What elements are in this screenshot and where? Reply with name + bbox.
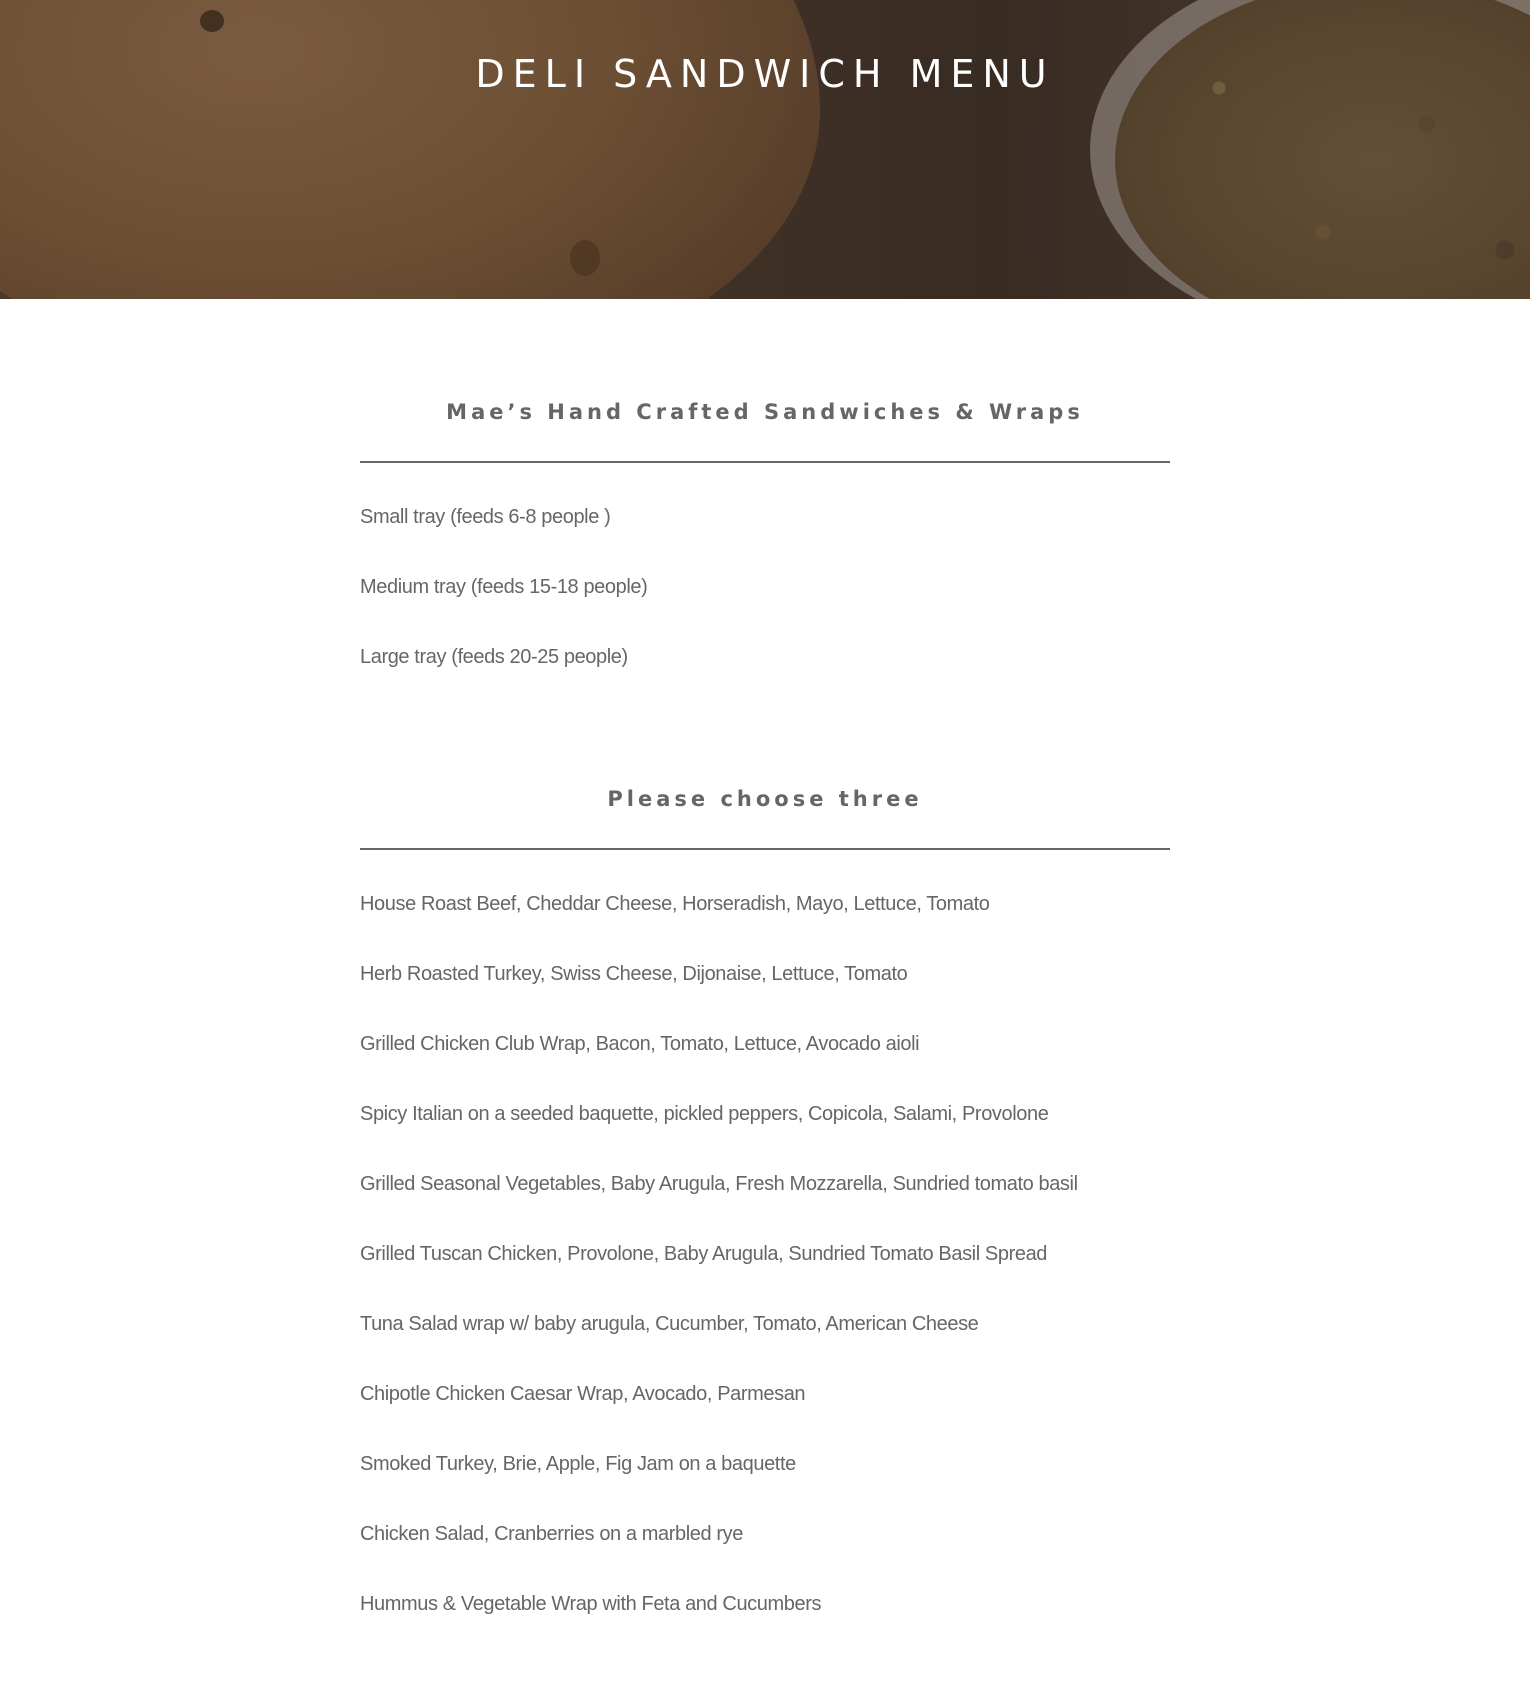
list-item: Small tray (feeds 6-8 people ) <box>360 506 611 528</box>
list-item: Chicken Salad, Cranberries on a marbled rye <box>360 1523 743 1545</box>
list-item: Spicy Italian on a seeded baquette, pickled peppers, Copicola, Salami, Provolone <box>360 1103 1049 1125</box>
list-item: Chipotle Chicken Caesar Wrap, Avocado, Parmesan <box>360 1383 806 1405</box>
list-item: Large tray (feeds 20-25 people) <box>360 646 628 668</box>
hero-banner <box>0 0 1530 299</box>
section-heading-trays: Mae’s Hand Crafted Sandwiches & Wraps <box>446 400 1084 424</box>
list-item: Grilled Tuscan Chicken, Provolone, Baby Arugula, Sundried Tomato Basil Spread <box>360 1243 1048 1265</box>
page-title: DELI SANDWICH MENU <box>475 52 1055 96</box>
list-item: Herb Roasted Turkey, Swiss Cheese, Dijonaise, Lettuce, Tomato <box>360 963 908 985</box>
list-item: Grilled Chicken Club Wrap, Bacon, Tomato, Lettuce, Avocado aioli <box>360 1033 920 1055</box>
section-divider <box>360 461 1170 463</box>
list-item: Hummus & Vegetable Wrap with Feta and Cucumbers <box>360 1593 822 1615</box>
list-item: Tuna Salad wrap w/ baby arugula, Cucumber, Tomato, American Cheese <box>360 1313 979 1335</box>
list-item: Medium tray (feeds 15-18 people) <box>360 576 648 598</box>
list-item: Grilled Seasonal Vegetables, Baby Arugula, Fresh Mozzarella, Sundried tomato basil <box>360 1173 1078 1195</box>
list-item: Smoked Turkey, Brie, Apple, Fig Jam on a baquette <box>360 1453 796 1475</box>
list-item: House Roast Beef, Cheddar Cheese, Horseradish, Mayo, Lettuce, Tomato <box>360 893 990 915</box>
section-heading-choices: Please choose three <box>607 787 923 811</box>
hero-background-image <box>0 0 1530 299</box>
section-divider <box>360 848 1170 850</box>
